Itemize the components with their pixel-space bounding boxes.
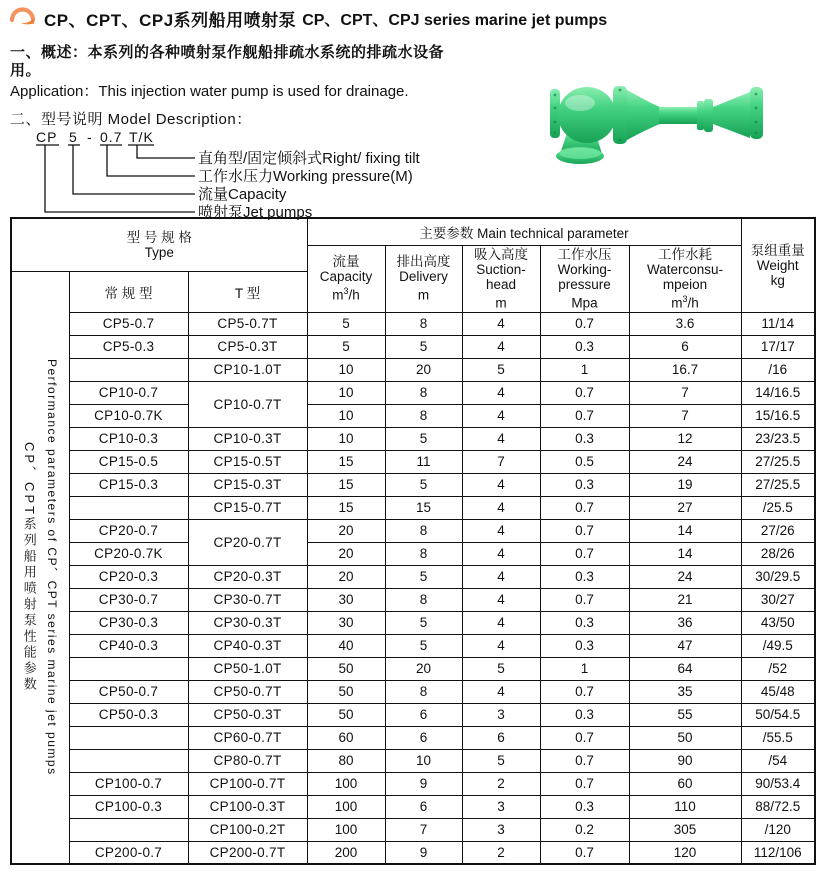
- cell-suction-head: 5: [462, 749, 540, 772]
- cell-t-type: CP10-0.7T: [188, 381, 307, 427]
- cell-capacity: 15: [307, 496, 385, 519]
- table-row: [11, 841, 815, 864]
- page-title: CP、CPT、CPJ系列船用喷射泵: [44, 11, 297, 30]
- cell-weight: 15/16.5: [741, 404, 815, 427]
- cell-suction-head: 5: [462, 358, 540, 381]
- cell-regular-type: [69, 358, 188, 381]
- cell-working-pressure: 0.3: [540, 634, 629, 657]
- cell-t-type: CP100-0.2T: [188, 818, 307, 841]
- application-text: Application：This injection water pump is used for drainage.: [10, 83, 409, 100]
- cell-working-pressure: 0.3: [540, 611, 629, 634]
- cell-delivery: 9: [385, 772, 462, 795]
- cell-weight: /120: [741, 818, 815, 841]
- cell-water-consumption: 14: [629, 542, 741, 565]
- header-weight: 泵组重量 Weight kg: [741, 218, 815, 312]
- overview-text-line2: 用。: [10, 62, 42, 79]
- header-capacity: 流量 Capacity $m^3/h$: [307, 245, 385, 312]
- side-label-cell: [11, 271, 69, 864]
- cell-delivery: 8: [385, 312, 462, 335]
- cell-weight: 45/48: [741, 680, 815, 703]
- cell-delivery: 5: [385, 473, 462, 496]
- cell-weight: 11/14: [741, 312, 815, 335]
- cell-weight: 50/54.5: [741, 703, 815, 726]
- cell-regular-type: CP20-0.7K: [69, 542, 188, 565]
- cell-suction-head: 4: [462, 634, 540, 657]
- table-header-row: [11, 218, 815, 245]
- cell-regular-type: CP100-0.3: [69, 795, 188, 818]
- cell-capacity: 15: [307, 473, 385, 496]
- cell-suction-head: 4: [462, 473, 540, 496]
- cell-water-consumption: 3.6: [629, 312, 741, 335]
- cell-delivery: 6: [385, 795, 462, 818]
- cell-working-pressure: 0.7: [540, 749, 629, 772]
- cell-regular-type: [69, 749, 188, 772]
- cell-t-type: CP15-0.5T: [188, 450, 307, 473]
- cell-weight: 27/26: [741, 519, 815, 542]
- cell-weight: /25.5: [741, 496, 815, 519]
- cell-regular-type: CP20-0.7: [69, 519, 188, 542]
- cell-suction-head: 4: [462, 519, 540, 542]
- table-row: [11, 404, 815, 427]
- cell-regular-type: CP10-0.7K: [69, 404, 188, 427]
- cell-weight: 30/27: [741, 588, 815, 611]
- table-row: [11, 496, 815, 519]
- cell-water-consumption: 55: [629, 703, 741, 726]
- cell-delivery: 5: [385, 565, 462, 588]
- cell-working-pressure: 0.7: [540, 680, 629, 703]
- model-label-capacity: 流量Capacity: [198, 186, 287, 203]
- table-row: [11, 519, 815, 542]
- model-code-part: -: [87, 129, 93, 145]
- cell-regular-type: CP5-0.7: [69, 312, 188, 335]
- cell-t-type: CP50-0.3T: [188, 703, 307, 726]
- cell-working-pressure: 0.7: [540, 404, 629, 427]
- cell-regular-type: CP30-0.7: [69, 588, 188, 611]
- cell-capacity: 5: [307, 312, 385, 335]
- cell-capacity: 30: [307, 588, 385, 611]
- model-code-part: CP: [36, 129, 58, 145]
- cell-weight: 30/29.5: [741, 565, 815, 588]
- cell-water-consumption: 120: [629, 841, 741, 864]
- cell-weight: /55.5: [741, 726, 815, 749]
- cell-water-consumption: 7: [629, 404, 741, 427]
- cell-working-pressure: 0.7: [540, 588, 629, 611]
- table-row: [11, 749, 815, 772]
- cell-delivery: 10: [385, 749, 462, 772]
- cell-suction-head: 3: [462, 703, 540, 726]
- cell-delivery: 8: [385, 680, 462, 703]
- cell-capacity: 20: [307, 542, 385, 565]
- cell-regular-type: CP30-0.3: [69, 611, 188, 634]
- header-type: 型 号 规 格 Type: [11, 218, 307, 271]
- table-row: [11, 703, 815, 726]
- cell-delivery: 6: [385, 703, 462, 726]
- overview-text-line1: 一、概述：本系列的各种喷射泵作舰船排疏水系统的排疏水设备: [10, 44, 445, 61]
- page-title-english: CP、CPT、CPJ series marine jet pumps: [302, 12, 608, 29]
- cell-t-type: CP40-0.3T: [188, 634, 307, 657]
- cell-water-consumption: 24: [629, 565, 741, 588]
- cell-working-pressure: 0.3: [540, 565, 629, 588]
- cell-delivery: 15: [385, 496, 462, 519]
- cell-regular-type: CP5-0.3: [69, 335, 188, 358]
- cell-water-consumption: 21: [629, 588, 741, 611]
- cell-water-consumption: 6: [629, 335, 741, 358]
- table-row: [11, 381, 815, 404]
- cell-working-pressure: 0.5: [540, 450, 629, 473]
- cell-regular-type: CP10-0.7: [69, 381, 188, 404]
- cell-water-consumption: 14: [629, 519, 741, 542]
- cell-water-consumption: 16.7: [629, 358, 741, 381]
- cell-working-pressure: 0.7: [540, 312, 629, 335]
- cell-suction-head: 4: [462, 496, 540, 519]
- cell-working-pressure: 1: [540, 358, 629, 381]
- cell-weight: /54: [741, 749, 815, 772]
- table-row: [11, 565, 815, 588]
- cell-capacity: 80: [307, 749, 385, 772]
- cell-capacity: 5: [307, 335, 385, 358]
- cell-weight: 28/26: [741, 542, 815, 565]
- cell-water-consumption: 90: [629, 749, 741, 772]
- cell-weight: /49.5: [741, 634, 815, 657]
- cell-water-consumption: 27: [629, 496, 741, 519]
- cell-working-pressure: 0.7: [540, 841, 629, 864]
- cell-water-consumption: 60: [629, 772, 741, 795]
- cell-capacity: 10: [307, 358, 385, 381]
- cell-capacity: 30: [307, 611, 385, 634]
- cell-t-type: CP30-0.7T: [188, 588, 307, 611]
- cell-delivery: 8: [385, 381, 462, 404]
- cell-working-pressure: 0.7: [540, 496, 629, 519]
- cell-t-type: CP100-0.3T: [188, 795, 307, 818]
- cell-capacity: 100: [307, 772, 385, 795]
- pump-parameters-table: [10, 217, 816, 865]
- cell-working-pressure: 0.2: [540, 818, 629, 841]
- header-main-parameters: 主要参数 Main technical parameter: [307, 218, 741, 245]
- cell-water-consumption: 305: [629, 818, 741, 841]
- cell-suction-head: 7: [462, 450, 540, 473]
- table-row: [11, 818, 815, 841]
- cell-capacity: 40: [307, 634, 385, 657]
- cell-delivery: 6: [385, 726, 462, 749]
- cell-water-consumption: 47: [629, 634, 741, 657]
- cell-weight: 88/72.5: [741, 795, 815, 818]
- cell-water-consumption: 36: [629, 611, 741, 634]
- model-code-part: 5: [69, 129, 78, 145]
- cell-suction-head: 4: [462, 588, 540, 611]
- table-row: [11, 473, 815, 496]
- cell-t-type: CP30-0.3T: [188, 611, 307, 634]
- cell-capacity: 10: [307, 404, 385, 427]
- model-label-right-fixing-tilt: 直角型/固定倾斜式Right/ fixing tilt: [198, 150, 420, 167]
- table-row: [11, 726, 815, 749]
- cell-delivery: 5: [385, 427, 462, 450]
- cell-suction-head: 3: [462, 818, 540, 841]
- header-water-consumption: 工作水耗 Waterconsu- mpeion $m^3/h$: [629, 245, 741, 312]
- cell-suction-head: 5: [462, 657, 540, 680]
- cell-delivery: 9: [385, 841, 462, 864]
- cell-working-pressure: 0.7: [540, 381, 629, 404]
- cell-delivery: 11: [385, 450, 462, 473]
- cell-capacity: 200: [307, 841, 385, 864]
- cell-capacity: 50: [307, 703, 385, 726]
- cell-suction-head: 4: [462, 335, 540, 358]
- table-row: [11, 772, 815, 795]
- page-header: [8, 5, 607, 32]
- cell-t-type: CP50-1.0T: [188, 657, 307, 680]
- cell-regular-type: [69, 726, 188, 749]
- cell-t-type: CP10-1.0T: [188, 358, 307, 381]
- table-row: [11, 427, 815, 450]
- model-code-part: T/K: [129, 129, 154, 145]
- cell-capacity: 10: [307, 381, 385, 404]
- cell-weight: /52: [741, 657, 815, 680]
- cell-t-type: CP80-0.7T: [188, 749, 307, 772]
- table-row: [11, 335, 815, 358]
- cell-t-type: CP5-0.7T: [188, 312, 307, 335]
- cell-suction-head: 4: [462, 404, 540, 427]
- cell-weight: 23/23.5: [741, 427, 815, 450]
- table-row: [11, 450, 815, 473]
- side-label-english: Performance parameters of CP、CPT series marine jet pumps: [44, 358, 59, 776]
- cell-regular-type: CP40-0.3: [69, 634, 188, 657]
- table-row: [11, 542, 815, 565]
- cell-capacity: 10: [307, 427, 385, 450]
- cell-suction-head: 4: [462, 565, 540, 588]
- model-code-diagram: [30, 128, 500, 220]
- header-suction-head: 吸入高度 Suction- head m: [462, 245, 540, 312]
- table-row: [11, 588, 815, 611]
- cell-t-type: CP20-0.7T: [188, 519, 307, 565]
- cell-working-pressure: 0.7: [540, 542, 629, 565]
- cell-regular-type: [69, 818, 188, 841]
- cell-water-consumption: 35: [629, 680, 741, 703]
- model-description-heading: 二、型号说明 Model Description：: [10, 111, 252, 128]
- table-row: [11, 611, 815, 634]
- cell-weight: 43/50: [741, 611, 815, 634]
- cell-water-consumption: 19: [629, 473, 741, 496]
- cell-working-pressure: 0.7: [540, 726, 629, 749]
- cell-weight: 14/16.5: [741, 381, 815, 404]
- cell-delivery: 8: [385, 542, 462, 565]
- cell-t-type: CP15-0.3T: [188, 473, 307, 496]
- side-label-chinese: CP、CPT系列船用喷射泵性能参数: [21, 441, 37, 693]
- cell-capacity: 20: [307, 565, 385, 588]
- cell-capacity: 50: [307, 680, 385, 703]
- cell-working-pressure: 0.3: [540, 703, 629, 726]
- model-label-working-pressure: 工作水压力Working pressure(M): [198, 168, 413, 185]
- cell-regular-type: CP20-0.3: [69, 565, 188, 588]
- cell-suction-head: 4: [462, 680, 540, 703]
- cell-delivery: 7: [385, 818, 462, 841]
- cell-water-consumption: 12: [629, 427, 741, 450]
- cell-t-type: CP10-0.3T: [188, 427, 307, 450]
- cell-regular-type: CP15-0.5: [69, 450, 188, 473]
- cell-regular-type: CP15-0.3: [69, 473, 188, 496]
- header-working-pressure: 工作水压 Working- pressure Mpa: [540, 245, 629, 312]
- cell-t-type: CP200-0.7T: [188, 841, 307, 864]
- cell-regular-type: [69, 657, 188, 680]
- cell-weight: 17/17: [741, 335, 815, 358]
- cell-working-pressure: 1: [540, 657, 629, 680]
- cell-water-consumption: 64: [629, 657, 741, 680]
- cell-water-consumption: 50: [629, 726, 741, 749]
- cell-regular-type: CP50-0.3: [69, 703, 188, 726]
- cell-t-type: CP20-0.3T: [188, 565, 307, 588]
- cell-suction-head: 6: [462, 726, 540, 749]
- cell-weight: 27/25.5: [741, 450, 815, 473]
- cell-capacity: 100: [307, 795, 385, 818]
- cell-capacity: 100: [307, 818, 385, 841]
- table-row: [11, 680, 815, 703]
- header-delivery: 排出高度 Delivery m: [385, 245, 462, 312]
- table-row: [11, 634, 815, 657]
- table-row: [11, 795, 815, 818]
- cell-working-pressure: 0.3: [540, 795, 629, 818]
- cell-suction-head: 3: [462, 795, 540, 818]
- cell-suction-head: 4: [462, 542, 540, 565]
- cell-regular-type: CP100-0.7: [69, 772, 188, 795]
- cell-water-consumption: 7: [629, 381, 741, 404]
- cell-regular-type: [69, 496, 188, 519]
- cell-weight: 90/53.4: [741, 772, 815, 795]
- cell-t-type: CP5-0.3T: [188, 335, 307, 358]
- cell-suction-head: 2: [462, 841, 540, 864]
- cell-working-pressure: 0.7: [540, 519, 629, 542]
- cell-suction-head: 2: [462, 772, 540, 795]
- cell-t-type: CP15-0.7T: [188, 496, 307, 519]
- header-regular-type: 常 规 型: [69, 271, 188, 312]
- cell-weight: 27/25.5: [741, 473, 815, 496]
- table-row: [11, 657, 815, 680]
- cell-delivery: 5: [385, 611, 462, 634]
- cell-water-consumption: 110: [629, 795, 741, 818]
- cell-suction-head: 4: [462, 427, 540, 450]
- cell-working-pressure: 0.3: [540, 335, 629, 358]
- cell-t-type: CP50-0.7T: [188, 680, 307, 703]
- table-row: [11, 312, 815, 335]
- cell-delivery: 5: [385, 335, 462, 358]
- cell-regular-type: CP10-0.3: [69, 427, 188, 450]
- cell-suction-head: 4: [462, 381, 540, 404]
- model-code-part: 0.7: [100, 129, 123, 145]
- cell-working-pressure: 0.3: [540, 427, 629, 450]
- cell-regular-type: CP50-0.7: [69, 680, 188, 703]
- cell-delivery: 20: [385, 657, 462, 680]
- cell-capacity: 15: [307, 450, 385, 473]
- cell-suction-head: 4: [462, 611, 540, 634]
- cell-weight: 112/106: [741, 841, 815, 864]
- pump-image: [530, 70, 780, 175]
- cell-working-pressure: 0.3: [540, 473, 629, 496]
- cell-regular-type: CP200-0.7: [69, 841, 188, 864]
- cell-capacity: 20: [307, 519, 385, 542]
- cell-working-pressure: 0.7: [540, 772, 629, 795]
- overview-section: [10, 44, 590, 101]
- header-t-type: T 型: [188, 271, 307, 312]
- cell-t-type: CP100-0.7T: [188, 772, 307, 795]
- cell-delivery: 5: [385, 634, 462, 657]
- cell-delivery: 8: [385, 588, 462, 611]
- cell-delivery: 20: [385, 358, 462, 381]
- cell-capacity: 50: [307, 657, 385, 680]
- cell-weight: /16: [741, 358, 815, 381]
- cell-delivery: 8: [385, 404, 462, 427]
- model-label-jet-pumps: 喷射泵Jet pumps: [198, 204, 313, 221]
- cell-suction-head: 4: [462, 312, 540, 335]
- table-row: [11, 358, 815, 381]
- cell-delivery: 8: [385, 519, 462, 542]
- cell-capacity: 60: [307, 726, 385, 749]
- cell-water-consumption: 24: [629, 450, 741, 473]
- brand-arc-icon: [8, 5, 38, 32]
- cell-t-type: CP60-0.7T: [188, 726, 307, 749]
